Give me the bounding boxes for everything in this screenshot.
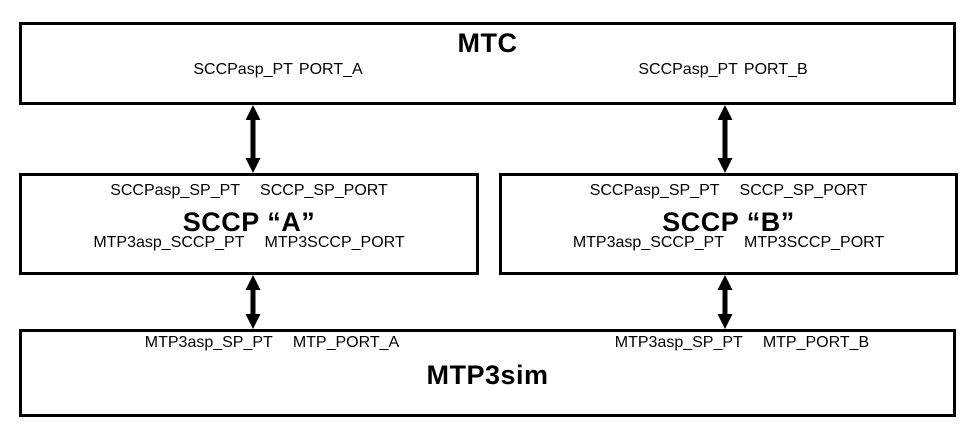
sccp-a-box [19,173,479,275]
mtc-port-b-type: SCCPasp_PT [638,61,738,78]
mtp3sim-port-a-name: MTP_PORT_A [292,334,400,351]
mtc-title: MTC [457,28,518,58]
arrow-mtc-to-sccp-b [716,105,734,173]
sccp-b-box [499,173,958,275]
mtc-port-a-label [193,62,362,78]
arrow-sccp-a-to-mtp3sim [244,275,262,329]
sccp-b-bottom-port-type: MTP3asp_SCCP_PT [572,234,724,251]
mtp3sim-port-b-label [615,335,869,351]
mtp3sim-box [19,329,956,417]
sccp-a-top-port-label [110,183,388,199]
arrow-mtc-to-sccp-a [244,105,262,173]
mtp3sim-title: MTP3sim [426,360,549,390]
mtc-port-a-type: SCCPasp_PT [193,61,293,78]
sccp-b-top-port-label [590,183,868,199]
sccp-b-top-port-type: SCCPasp_SP_PT [589,182,720,199]
sccp-a-title: SCCP “A” [182,207,316,237]
mtc-port-b-label [638,62,807,78]
sccp-a-bottom-port-type: MTP3asp_SCCP_PT [93,234,245,251]
sccp-b-bottom-port-label [573,235,884,251]
sccp-b-bottom-port-name: MTP3SCCP_PORT [743,234,885,251]
sccp-b-title: SCCP “B” [662,207,795,237]
mtp3sim-port-b-name: MTP_PORT_B [762,334,870,351]
sccp-a-top-port-name: SCCP_SP_PORT [260,182,388,199]
mtc-port-a-name: PORT_A [298,61,363,78]
sccp-a-top-port-type: SCCPasp_SP_PT [110,182,241,199]
arrow-sccp-b-to-mtp3sim [716,275,734,329]
mtp3sim-port-b-type: MTP3asp_SP_PT [614,334,743,351]
sccp-a-bottom-port-name: MTP3SCCP_PORT [264,234,405,251]
mtc-box [19,22,956,105]
mtp3sim-port-a-label [145,335,399,351]
sccp-b-top-port-name: SCCP_SP_PORT [739,182,868,199]
sccp-a-bottom-port-label [93,235,404,251]
mtc-port-b-name: PORT_B [743,61,808,78]
mtp3sim-port-a-type: MTP3asp_SP_PT [144,334,273,351]
